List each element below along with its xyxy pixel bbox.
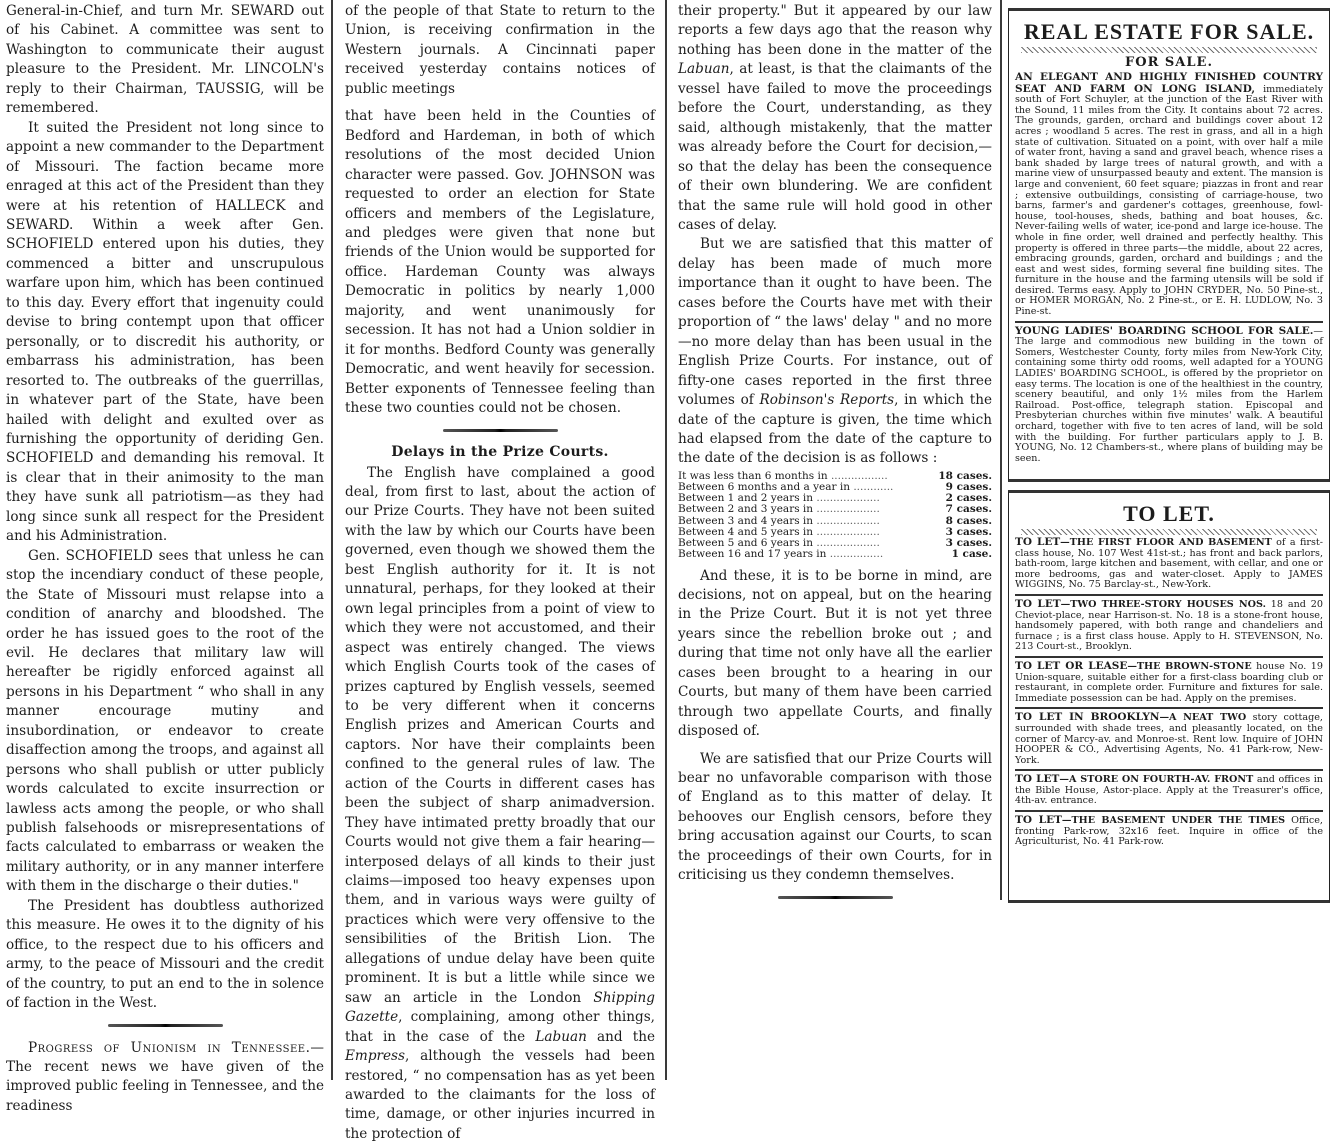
row-label: Between 4 and 5 years in <box>678 526 814 538</box>
to-let-title: TO LET. <box>1123 501 1215 526</box>
dash-ornament <box>108 1024 223 1027</box>
ad-lead: TO LET <box>1015 773 1060 786</box>
row-value: 9 cases. <box>945 481 992 494</box>
article-paragraph: of the people of that State to return to the Union, is receiving confirmation in the Western journals. A Cincinnati paper received yesterday contains notices of public meetings <box>345 3 655 97</box>
row-value: 2 cases. <box>945 492 992 505</box>
row-label: Between 3 and 4 years in <box>678 515 814 527</box>
real-estate-ads <box>1008 8 1330 482</box>
article-paragraph <box>678 235 992 468</box>
text-run: , in which the date of the capture is given, the time which had elapsed from the date of the capture to the date of the decision is as follows : <box>678 392 992 467</box>
country-seat-ad <box>1015 72 1323 318</box>
ad-lead: TO LET <box>1015 814 1062 827</box>
text-run: their property." But it appeared by our law reports a few days ago that the reason why nothing has been done in the matter of the <box>678 3 992 58</box>
to-let-ad <box>1015 537 1323 591</box>
text-run: The English have complained a good deal, from first to last, about the action of our Prize Courts. They have not been suited with the law by which our Courts have been governed, even though we showed them the best English authority for it. It is not unnatural, perhaps, for they looked at their own legal principles from a point of view to which they were not accustomed, and their aspect was entirely changed. The views which English Courts took of the cases of prizes captured by English vessels, seemed to be very different when it concerns English prizes and American Courts and captors. Nor have their complaints been confined to the general rules of law. The action of the Courts in different cases has been the subject of sharp animadversion. They have intimated pretty broadly that our Courts would not give them a fair hearing—interposed delays of all kinds to their just claims—imposed too heavy expenses upon them, and in various ways were guilty of practices which were very offensive to the sensibilities of the British Lion. The allegations of undue delay have been quite prominent. It is but a little while since we saw an article in the London <box>345 464 655 1006</box>
row-label: It was less than 6 months in <box>678 470 828 482</box>
row-value: 1 case. <box>951 548 992 561</box>
ad-body: and offices in the Bible House, Astor-place. Apply at the Treasurer's office, 4th-av. entrance. <box>1015 774 1323 807</box>
ad-head: —THE BASEMENT UNDER THE TIMES <box>1061 815 1286 827</box>
for-sale-subtitle: FOR SALE. <box>1125 55 1213 70</box>
ad-body: of a first-class house, No. 107 West 41st-st.; has front and back parlors, bath-room, large kitchen and basement, with cellar, and one or more bedrooms, gas and water-closet. Apply to JAMES WIGGINS, No. 75 Barclay-st., New-York. <box>1015 537 1323 591</box>
ad-body: 18 and 20 Cheviot-place, near Harrison-st. No. 18 is a stone-front house, handsomely papered, with both range and chandeliers and furnace ; is a first class house. Apply to H. STEVENSON, No. 213 Court-st., Brooklyn. <box>1015 598 1323 653</box>
text-run: , at least, is that the claimants of the vessel have failed to move the proceedings before the Court, understanding, as they said, although mistakenly, that the matter was already before the Court for decision,—so that the delay has been the consequence of their own blundering. We are confident that the same rule will hold good in other cases of delay. <box>678 61 992 233</box>
dash-ornament <box>778 896 893 899</box>
text-run: , although the vessels had been restored, “ no compensation has as yet been awarded to the claimants for the loss of time, damage, or other injuries incurred in the protection of <box>345 1048 655 1142</box>
column-2 <box>335 0 663 1144</box>
ad-separator <box>1015 707 1323 709</box>
ad-body: story cottage, surrounded with shade trees, and pleasantly located, on the corner of Marcy-av. and Monroe-st. Rent low. Inquire of JOHN HOOPER & CO., Advertising Agents, No. 41 Park-row, New-York. <box>1015 712 1323 766</box>
table-row: Between 3 and 4 years in ................... 8 cases. <box>678 514 992 527</box>
tennessee-heading: Progress of Unionism in Tennessee. <box>28 1039 311 1056</box>
row-label: Between 16 and 17 years in <box>678 549 827 561</box>
row-label: Between 1 and 2 years in <box>678 493 814 505</box>
row-value: 3 cases. <box>945 537 992 550</box>
ad-lead: TO LET OR LEASE <box>1015 659 1128 672</box>
article-paragraph: The President has doubtless authorized this measure. He owes it to the dignity of his office, to the respect due to his officers and army, to the peace of Missouri and the credit of the country, to put an end to the in solence of faction in the West. <box>6 897 324 1012</box>
table-row: Between 1 and 2 years in ................... 2 cases. <box>678 492 992 505</box>
to-let-ad <box>1015 815 1323 848</box>
table-row: It was less than 6 months in ................. 18 cases. <box>678 469 992 482</box>
to-let-ads <box>1008 490 1330 903</box>
article-paragraph: that have been held in the Counties of Bedford and Hardeman, in both of which resolutions of the most decided Union character were passed. Gov. JOHNSON was requested to order an election for State officers and members of the Legislature, and pledges were given that none but friends of the Union would be supported for office. Hardeman County was always Democratic in politics by nearly 1,000 majority, and went unanimously for secession. It has not had a Union soldier in it for months. Bedford County was generally Democratic, and went heavily for secession. Better exponents of Tennessee feeling than these two counties could not be chosen. <box>345 108 655 417</box>
ad-lead: AN ELEGANT AND HIGHLY FINISHED COUNTRY SEAT AND FARM ON LONG ISLAND, <box>1015 71 1323 95</box>
ad-separator <box>1015 769 1323 771</box>
ad-head: —A NEAT TWO <box>1159 712 1247 724</box>
ad-body: immediately south of Fort Schuyler, at the junction of the East River with the Sound, 11 miles from the City. It contains about 72 acres. The grounds, garden, orchard and buildings cover about 12 acres ; woodland 5 acres. The rest in grass, and all in a high state of cultivation. Situated on a point, with over half a mile of water front, having a sand and gravel beach, whence rises a bank shaded by large trees of natural growth, and with a marine view of unsurpassed beauty and extent. The mansion is large and convenient, 60 feet square; piazzas in front and rear ; extensive outbuildings, consisting of carriage-house, two barns, farmer's and gardener's cottages, greenhouse, fowl-house, tool-houses, sheds, bathing and boat houses, &c. Never-failing wells of water, ice-pond and large ice-house. The whole in fine order, well drained and perfectly healthy. This property is offered in three parts—the middle, about 22 acres, embracing grounds, garden, orchard and buildings ; and the east and west sides, forming several fine building sites. The furniture in the house and the farming utensils will be sold if desired. Terms easy. Apply to JOHN CRYDER, No. 50 Pine-st., or HOMER MORGAN, No. 2 Pine-st., or E. H. LUDLOW, No. 3 Pine-st. <box>1015 83 1323 318</box>
row-value: 8 cases. <box>945 514 992 527</box>
article-paragraph: It suited the President not long since to appoint a new commander to the Department of Missouri. The faction became more enraged at this act of the President than they were at his retention of HALLECK and SEWARD. Within a week after Gen. SCHOFIELD entered upon his duties, they commenced a bitter and unscrupulous warfare upon him, which has been continued to this day. Every effort that ingenuity could devise to bring contempt upon that officer personally, or to discredit his authority, or embarrass his administration, has been resorted to. The outbreaks of the guerrillas, in whatever part of the State, have been hailed with delight and exulted over as furnishing the opportunity of deriding Gen. SCHOFIELD and demanding his removal. It is clear that in their animosity to the man they have sunk all patriotism—as they had long since sunk all respect for the President and his Administration. <box>6 119 324 545</box>
table-row: Between 2 and 3 years in ................... 7 cases. <box>678 503 992 516</box>
table-row: Between 4 and 5 years in ................... 3 cases. <box>678 525 992 538</box>
prize-courts-paragraph <box>345 464 655 1144</box>
vessel-name: Empress <box>345 1048 406 1065</box>
boarding-school-ad <box>1015 326 1323 465</box>
table-row: Between 16 and 17 years in ................ 1 case. <box>678 548 992 561</box>
text-run: But we are satisfied that this matter of delay has been made of much more importance than it ought to have been. The cases before the Courts have met with their proportion of “ the laws' delay " and no more—no more delay than has been usual in the English Prize Courts. For instance, out of fifty-one cases reported in the first three volumes of <box>678 236 992 409</box>
real-estate-title: REAL ESTATE FOR SALE. <box>1023 19 1315 44</box>
ad-lead: TO LET <box>1015 597 1061 610</box>
table-row: Between 6 months and a year in ............ 9 cases. <box>678 481 992 494</box>
row-label: Between 5 and 6 years in <box>678 538 814 550</box>
text-run: and the <box>586 1028 656 1045</box>
ad-body: —The large and commodious new building in the town of Somers, Westchester County, forty miles from New-York City, containing some thirty odd rooms, well adapted for a YOUNG LADIES' BOARDING SCHOOL, is offered by the proprietor on easy terms. The location is one of the healthiest in the country, scenery beautiful, and only 1½ miles from the Harlem Railroad. Post-office, telegraph station. Episcopal and Presbyterian churches within five minutes' walk. A beautiful orchard, together with five to ten acres of land, will be sold with the building. For further particulars apply to J. B. YOUNG, No. 12 Chambers-st., where plans of building may be seen. <box>1015 325 1323 464</box>
ad-lead: TO LET IN BROOKLYN <box>1015 711 1160 724</box>
row-label: Between 2 and 3 years in <box>678 504 814 516</box>
column-rule <box>1000 0 1002 900</box>
ad-body: house No. 19 Union-square, suitable either for a first-class boarding club or restaurant, in complete order. Furniture and fixtures for sale. Immediate possession can be had. Apply on the premises. <box>1015 660 1323 704</box>
delay-statistics-table <box>678 471 992 561</box>
vessel-name: Labuan <box>678 61 730 78</box>
article-paragraph: General-in-Chief, and turn Mr. SEWARD out of his Cabinet. A committee was sent to Washington to communicate their august pleasure to the President. Mr. LINCOLN's reply to their Chairman, TAUSSIG, will be remembered. <box>6 3 324 117</box>
ad-lead: TO LET <box>1015 536 1061 548</box>
to-let-ad <box>1015 712 1323 766</box>
ad-lead: YOUNG LADIES' BOARDING SCHOOL FOR SALE. <box>1015 324 1314 337</box>
ad-head: —A STORE ON FOURTH-AV. FRONT <box>1059 774 1254 786</box>
prize-courts-heading: Delays in the Prize Courts. <box>391 443 609 460</box>
ad-body: Office, fronting Park-row, 32x16 feet. Inquire in office of the Agriculturist, No. 41 Park-row. <box>1015 815 1323 848</box>
ad-head: —THE FIRST FLOOR AND BASEMENT <box>1060 537 1272 548</box>
tennessee-text: —The recent news we have given of the improved public feeling in Tennessee, and the readiness <box>6 1039 324 1114</box>
to-let-ad <box>1015 661 1323 704</box>
article-paragraph: And these, it is to be borne in mind, are decisions, not on appeal, but on the hearing in the Prize Court. But it is not yet three years since the rebellion broke out ; and during that time not only have all the earlier cases been brought to a hearing in our Courts, but many of them have been carried through two appellate Courts, and finally disposed of. <box>678 567 992 740</box>
ad-separator <box>1015 321 1323 323</box>
text-run: , complaining, among other things, that in the case of the <box>345 1009 655 1045</box>
wavy-rule <box>1021 529 1317 535</box>
ad-head: —THE BROWN-STONE <box>1127 660 1252 672</box>
tennessee-article <box>6 1039 324 1117</box>
column-rule <box>331 0 333 1080</box>
column-1 <box>0 0 330 1116</box>
article-paragraph: Gen. SCHOFIELD sees that unless he can stop the incendiary conduct of these people, the State of Missouri must relapse into a condition of anarchy and bloodshed. The order he has issued goes to the root of the evil. He declares that military law will hereafter be rigidly enforced against all persons in his Department “ who shall in any manner encourage mutiny and insubordination, or endeavor to create disaffection among the troops, and against all persons who shall publish or utter publicly words calculated to excite insurrection or lawless acts among the people, or who shall publish falsehoods or misrepresentations of facts calculated to embarrass or weaken the military authority, or in any manner interfere with them in the discharge o their duties." <box>6 547 324 895</box>
to-let-ad <box>1015 774 1323 807</box>
article-paragraph: We are satisfied that our Prize Courts will bear no unfavorable comparison with those of England as to this matter of delay. It behooves our English censors, before they bring accusation against our Courts, to scan the proceedings of their own Courts, for in criticising us they condemn themselves. <box>678 750 992 884</box>
publication-title: Shipping Gazette <box>345 989 655 1026</box>
row-value: 7 cases. <box>945 503 992 516</box>
ad-separator <box>1015 656 1323 658</box>
column-rule <box>665 0 667 1080</box>
dash-ornament <box>443 429 558 432</box>
column-3 <box>670 0 998 911</box>
ad-separator <box>1015 810 1323 812</box>
vessel-name: Labuan <box>535 1028 587 1045</box>
article-paragraph <box>678 2 992 235</box>
table-row: Between 5 and 6 years in ................... 3 cases. <box>678 537 992 550</box>
ad-separator <box>1015 594 1323 596</box>
publication-title: Robinson's Reports <box>759 392 895 409</box>
row-value: 3 cases. <box>945 525 992 538</box>
ad-head: —TWO THREE-STORY HOUSES NOS. <box>1060 598 1266 610</box>
to-let-ad <box>1015 599 1323 653</box>
wavy-rule <box>1021 47 1317 53</box>
row-value: 18 cases. <box>938 469 992 482</box>
row-label: Between 6 months and a year in <box>678 482 850 494</box>
